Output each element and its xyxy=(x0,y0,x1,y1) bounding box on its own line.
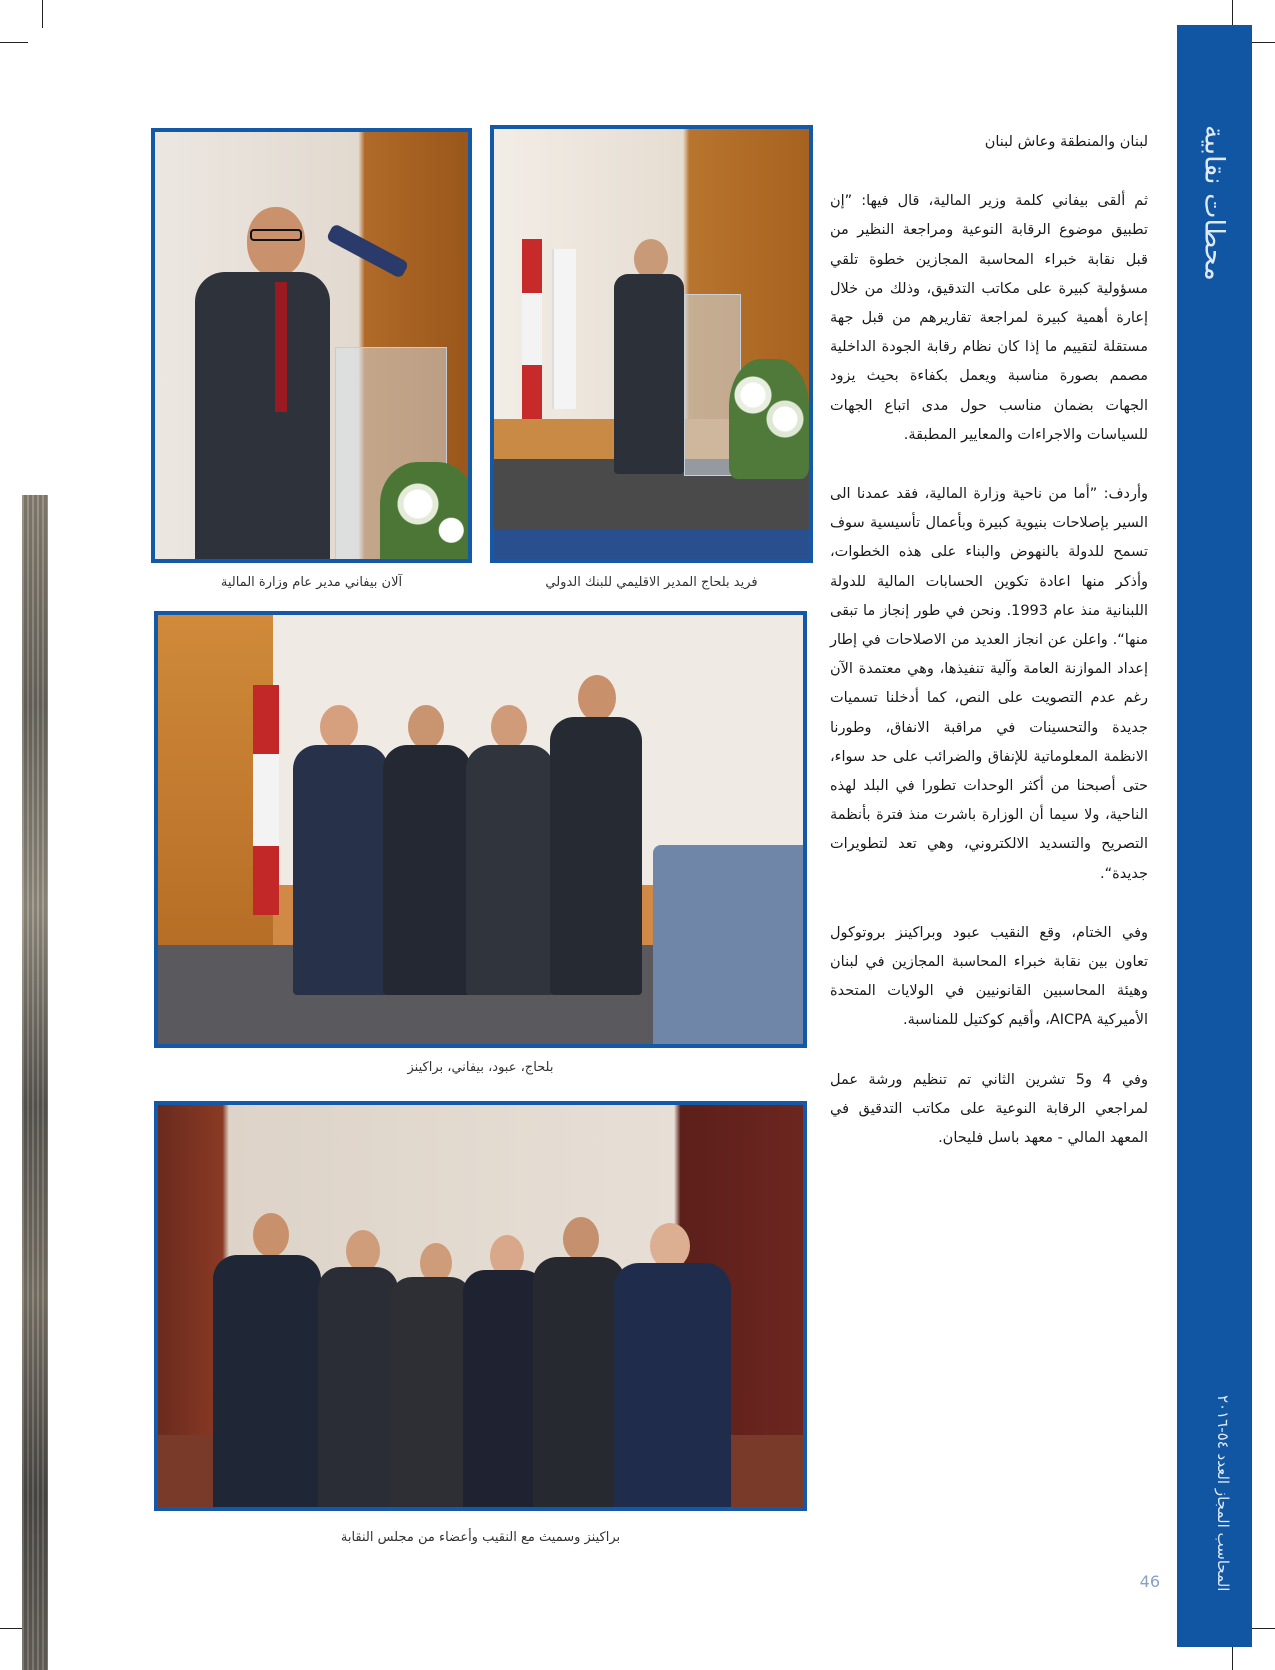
caption-photo-middle: بلحاج، عبود، بيفاني، براكينز xyxy=(407,1060,554,1075)
decorative-photo-strip xyxy=(22,495,48,1670)
page-number: 46 xyxy=(1139,1572,1160,1591)
caption-photo-bottom: براكينز وسميث مع النقيب وأعضاء من مجلس النقابة xyxy=(340,1530,621,1545)
issue-footer: المحاسب المجاز العدد ٥٤-٢٠١٦ xyxy=(1214,1395,1232,1592)
photo-group-council xyxy=(154,1101,807,1511)
article-paragraph: وفي 4 و5 تشرين الثاني تم تنظيم ورشة عمل لمراجعي الرقابة النوعية على مكاتب التدقيق في المعهد المالي - معهد باسل فليحان. xyxy=(830,1071,1148,1147)
crop-mark xyxy=(42,0,43,28)
section-title: محطات نقابية xyxy=(1198,125,1230,281)
article-paragraph: لبنان والمنطقة وعاش لبنان xyxy=(984,134,1148,150)
article-paragraph: وفي الختام، وقع النقيب عبود وبراكينز بروتوكول تعاون بين نقابة خبراء المحاسبة المجازين في لبنان وهيئة المحاسبين القانونيين في الولايات المتحدة الأميركية AICPA، وأقيم كوكتيل للمناسبة. xyxy=(830,924,1148,1029)
photo-speaker-finance-ministry xyxy=(151,128,472,563)
crop-mark xyxy=(0,42,28,43)
article-paragraph: ثم ألقى بيفاني كلمة وزير المالية، قال فيها: ”إن تطبيق موضوع الرقابة النوعية ومراجعة النظير من قبل نقابة خبراء المحاسبة المجازين خطوة تلقي مسؤولية كبيرة على مكاتب التدقيق، وذلك من خلال إعارة أهمية كبيرة لمراجعة تقاريرهم من قبل جهة مستقلة لتقييم ما إذا كان نظام رقابة الجودة الداخلية مصمم بصورة مناسبة ويعمل بكفاءة بحيث يزود الجهات بضمان مناسب حول مدى اتباع الجهات للسياسات والاجراءات والمعايير المطبقة. xyxy=(830,193,1148,443)
photo-four-officials xyxy=(154,611,807,1048)
crop-mark xyxy=(1232,0,1233,28)
caption-photo-right-top: فريد بلحاج المدير الاقليمي للبنك الدولي xyxy=(545,575,758,590)
article-paragraph: وأردف: ”أما من ناحية وزارة المالية، فقد عمدنا الى السير بإصلاحات بنيوية كبيرة وبأعمال تأسيسية سوف تسمح للدولة بالنهوض والبناء على هذه الخطوات، وأذكر منها اعادة تكوين الحسابات المالية للدولة اللبنانية منذ عام 1993. ونحن في طور إنجاز ما تبقى منها“. واعلن عن انجاز العديد من الاصلاحات في إطار إعداد الموازنة العامة وآلية تنفيذها، وهي معتمدة الآن رغم عدم التصويت على النص، كما أدخلنا تسميات جديدة والتحسينات في مراقبة الانفاق، وطورنا الانظمة المعلوماتية للإنفاق والضرائب على حد سواء، حتى أصبحنا من أكثر الوحدات تطورا في البلد لهذه الناحية، ولا سيما أن الوزارة باشرت منذ فترة بأنظمة التصريح والتسديد الالكتروني، وهي تعد لتطويرات جديدة“. xyxy=(830,486,1148,882)
article-column xyxy=(830,128,1148,1153)
caption-photo-left-top: آلان بيفاني مدير عام وزارة المالية xyxy=(220,575,403,590)
photo-speaker-world-bank xyxy=(490,125,813,563)
